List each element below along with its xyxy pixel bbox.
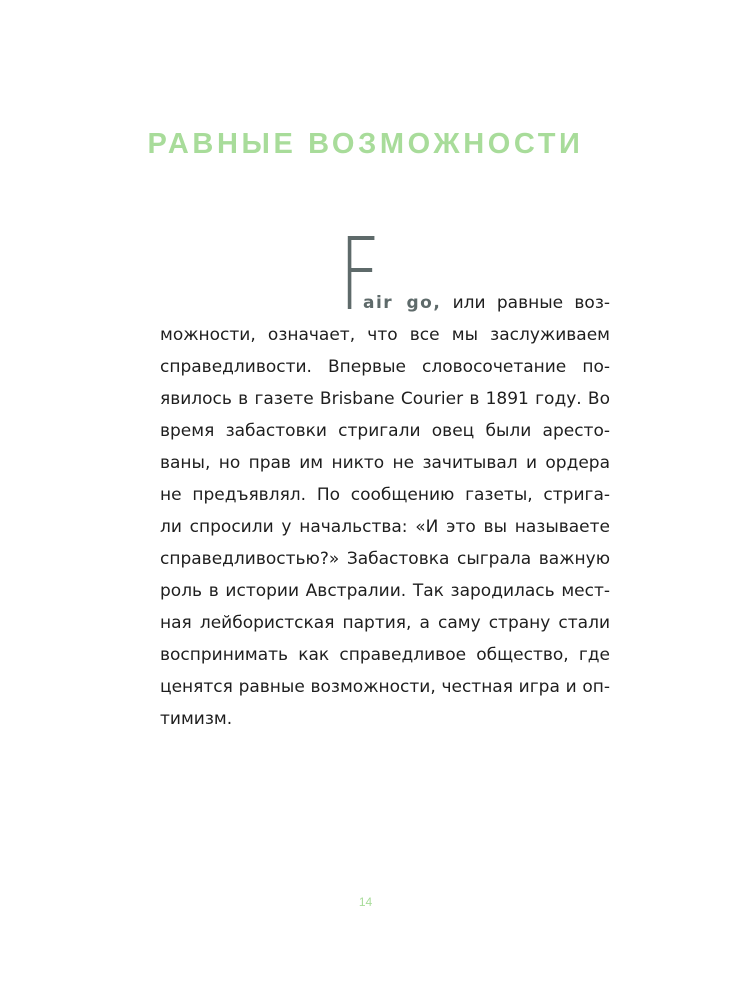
first-line-text: или равные воз-	[452, 293, 611, 313]
text-line: время забастовки стригали овец были аресто-	[160, 421, 610, 441]
text-line: ли спросили у начальства: «И это вы называете	[160, 517, 610, 537]
text-line: роль в истории Австралии. Так зародилась мест-	[160, 581, 610, 601]
lead-phrase: air go,	[363, 293, 442, 313]
text-line: воспринимать как справедливое общество, где	[160, 645, 610, 665]
drop-cap: F	[339, 216, 381, 333]
first-line	[363, 287, 610, 319]
text-line: ваны, но прав им никто не зачитывал и ордера	[160, 453, 610, 473]
text-line: явилось в газете Brisbane Courier в 1891 году. Во	[160, 389, 610, 409]
page-title: РАВНЫЕ ВОЗМОЖНОСТИ	[147, 128, 584, 160]
text-line: справедливости. Впервые словосочетание по-	[160, 357, 610, 377]
text-line: можности, означает, что все мы заслуживаем	[160, 325, 610, 345]
text-line: ценятся равные возможности, честная игра и оп-	[160, 677, 610, 697]
text-line: не предъявлял. По сообщению газеты, стрига-	[160, 485, 610, 505]
text-line: ная лейбористская партия, а саму страну стали	[160, 613, 610, 633]
page-number: 14	[358, 895, 373, 909]
text-line: тимизм.	[160, 709, 233, 729]
text-line: справедливостью?» Забастовка сыграла важную	[160, 549, 610, 569]
